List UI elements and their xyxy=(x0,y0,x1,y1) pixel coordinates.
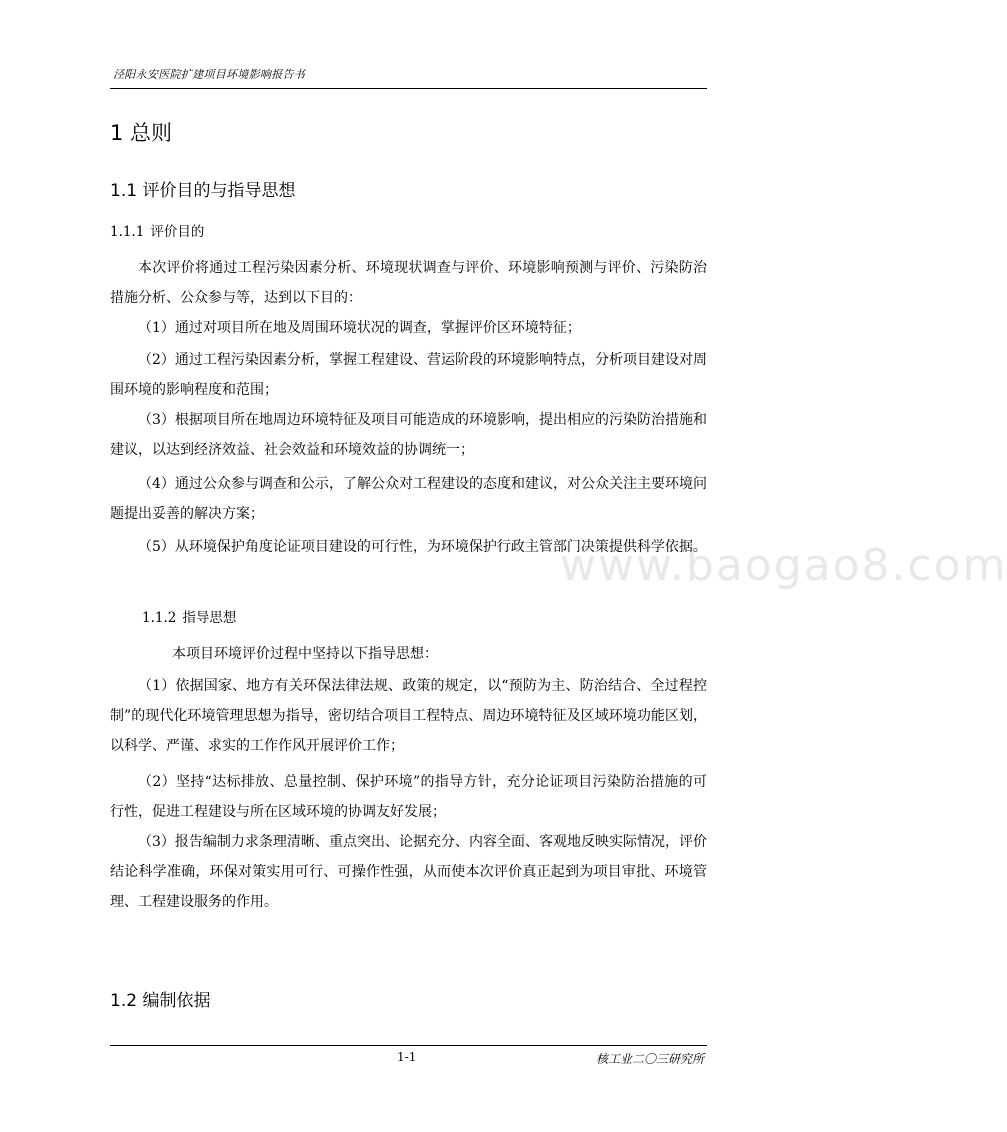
section-title-1-2: 1.2 编制依据 xyxy=(110,991,211,1011)
page-number: 1-1 xyxy=(397,1050,417,1064)
subsection-title-1-1-1 xyxy=(110,220,204,240)
watermark: www.baogao8.com xyxy=(560,540,1007,591)
list-item: （3）根据项目所在地周边环境特征及项目可能造成的环境影响，提出相应的污染防治措施和建议，以达到经济效益、社会效益和环境效益的协调统一； xyxy=(110,412,707,458)
header-rule xyxy=(110,88,707,89)
subsection-label: 指导思想 xyxy=(182,610,237,626)
subsection-number: 1.1.1 xyxy=(110,224,145,240)
list-item: （5）从环境保护角度论证项目建设的可行性，为环境保护行政主管部门决策提供科学依据。 xyxy=(138,539,707,555)
list-item: （2）通过工程污染因素分析，掌握工程建设、营运阶段的环境影响特点，分析项目建设对周围环境的影响程度和范围； xyxy=(110,352,707,398)
paragraph: 本次评价将通过工程污染因素分析、环境现状调查与评价、环境影响预测与评价、污染防治措施分析、公众参与等，达到以下目的： xyxy=(110,260,707,306)
subsection-number: 1.1.2 xyxy=(142,610,177,626)
running-header: 泾阳永安医院扩建项目环境影响报告书 xyxy=(113,68,306,81)
subsection-title-1-1-2 xyxy=(142,606,236,626)
chapter-title: 1 总则 xyxy=(110,121,173,145)
section-title-1-1: 1.1 评价目的与指导思想 xyxy=(110,181,296,201)
footer-organization: 核工业二〇三研究所 xyxy=(596,1052,705,1066)
subsection-label: 评价目的 xyxy=(150,224,205,240)
list-item: （1）依据国家、地方有关环保法律法规、政策的规定，以“预防为主、防治结合、全过程控制”的现代化环境管理思想为指导，密切结合项目工程特点、周边环境特征及区域环境功能区划，以科学、严谨、求实的工作作风开展评价工作； xyxy=(110,678,707,754)
footer-rule xyxy=(110,1045,707,1046)
list-item: （2）坚持“达标排放、总量控制、保护环境”的指导方针，充分论证项目污染防治措施的可行性，促进工程建设与所在区域环境的协调友好发展； xyxy=(110,774,707,820)
list-item: （4）通过公众参与调查和公示，了解公众对工程建设的态度和建议，对公众关注主要环境问题提出妥善的解决方案； xyxy=(110,476,707,522)
list-item: （1）通过对项目所在地及周围环境状况的调查，掌握评价区环境特征； xyxy=(138,320,581,336)
list-item: （3）报告编制力求条理清晰、重点突出、论据充分、内容全面、客观地反映实际情况，评价结论科学准确，环保对策实用可行、可操作性强，从而使本次评价真正起到为项目审批、环境管理、工程建设服务的作用。 xyxy=(110,834,707,910)
paragraph: 本项目环境评价过程中坚持以下指导思想： xyxy=(172,646,438,662)
